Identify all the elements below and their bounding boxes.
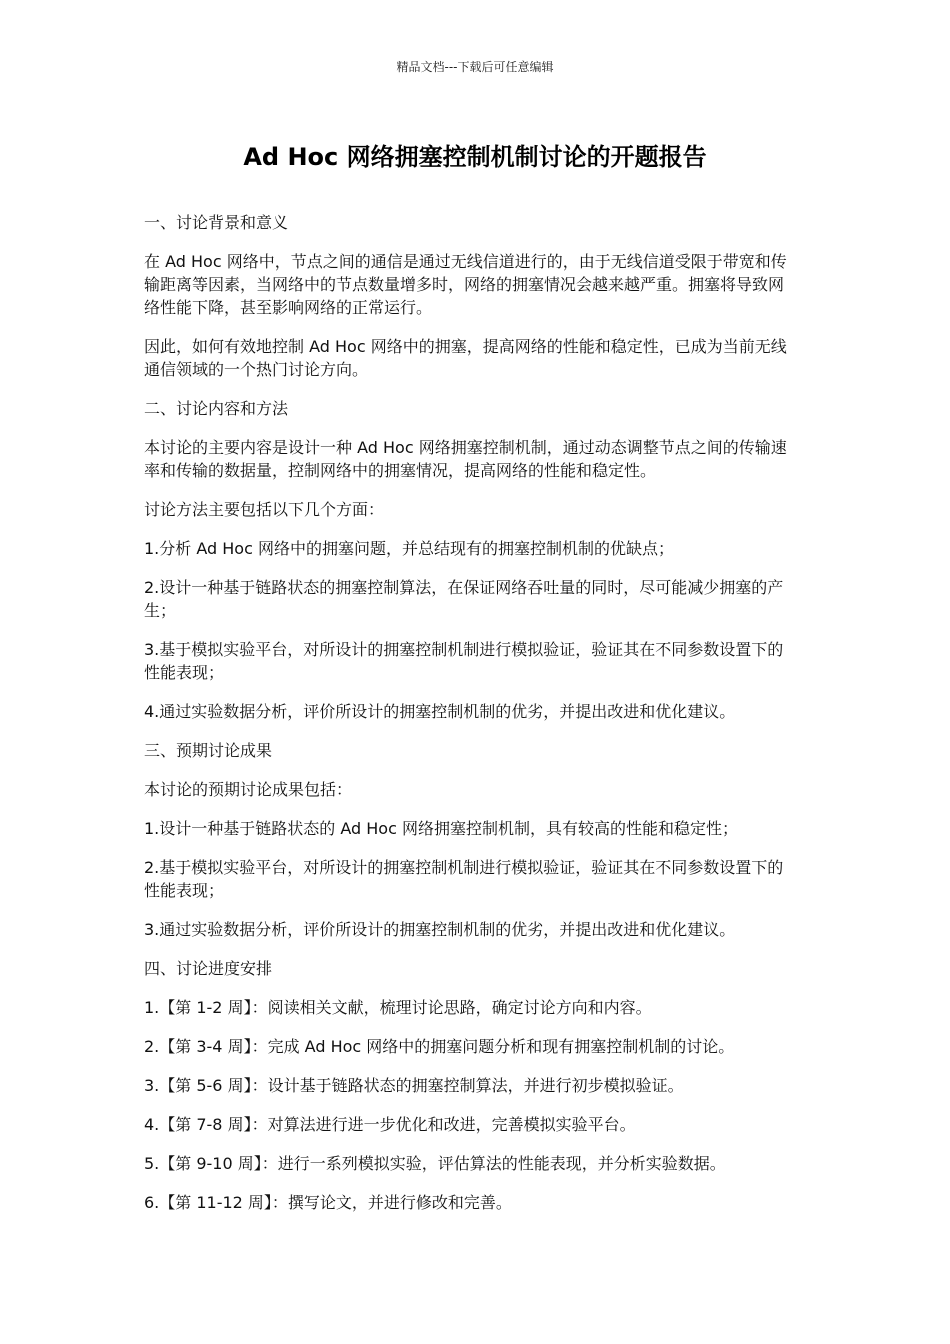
section-heading-schedule: 四、讨论进度安排: [144, 959, 273, 978]
paragraph: 在 Ad Hoc 网络中，节点之间的通信是通过无线信道进行的，由于无线信道受限于带宽和传输距离等因素，当网络中的节点数量增多时，网络的拥塞情况会越来越严重。拥塞将导致网络性能下降，甚至影响网络的正常运行。: [144, 252, 787, 317]
page-header: 精品文档---下载后可任意编辑: [396, 60, 554, 74]
paragraph: 因此，如何有效地控制 Ad Hoc 网络中的拥塞，提高网络的性能和稳定性，已成为当前无线通信领域的一个热门讨论方向。: [144, 337, 787, 379]
document-body: [144, 211, 796, 1230]
list-item: 4.通过实验数据分析，评价所设计的拥塞控制机制的优劣，并提出改进和优化建议。: [144, 702, 736, 721]
list-item: 2.基于模拟实验平台，对所设计的拥塞控制机制进行模拟验证，验证其在不同参数设置下的性能表现；: [144, 858, 784, 900]
schedule-item: 1.【第 1-2 周】：阅读相关文献，梳理讨论思路，确定讨论方向和内容。: [144, 998, 652, 1017]
paragraph: 讨论方法主要包括以下几个方面：: [144, 500, 385, 519]
paragraph: 本讨论的主要内容是设计一种 Ad Hoc 网络拥塞控制机制，通过动态调整节点之间的传输速率和传输的数据量，控制网络中的拥塞情况，提高网络的性能和稳定性。: [144, 438, 787, 480]
section-heading-results: 三、预期讨论成果: [144, 741, 273, 760]
document-title: Ad Hoc 网络拥塞控制机制讨论的开题报告: [243, 143, 707, 171]
list-item: 2.设计一种基于链路状态的拥塞控制算法，在保证网络吞吐量的同时，尽可能减少拥塞的产生；: [144, 578, 784, 620]
schedule-item: 6.【第 11-12 周】：撰写论文，并进行修改和完善。: [144, 1193, 512, 1212]
section-heading-background: 一、讨论背景和意义: [144, 213, 289, 232]
schedule-item: 3.【第 5-6 周】：设计基于链路状态的拥塞控制算法，并进行初步模拟验证。: [144, 1076, 684, 1095]
list-item: 1.设计一种基于链路状态的 Ad Hoc 网络拥塞控制机制，具有较高的性能和稳定性；: [144, 819, 738, 838]
section-heading-content: 二、讨论内容和方法: [144, 399, 289, 418]
list-item: 1.分析 Ad Hoc 网络中的拥塞问题，并总结现有的拥塞控制机制的优缺点；: [144, 539, 674, 558]
schedule-item: 5.【第 9-10 周】：进行一系列模拟实验，评估算法的性能表现，并分析实验数据。: [144, 1154, 726, 1173]
schedule-item: 4.【第 7-8 周】：对算法进行进一步优化和改进，完善模拟实验平台。: [144, 1115, 636, 1134]
schedule-item: 2.【第 3-4 周】：完成 Ad Hoc 网络中的拥塞问题分析和现有拥塞控制机制的讨论。: [144, 1037, 735, 1056]
list-item: 3.基于模拟实验平台，对所设计的拥塞控制机制进行模拟验证，验证其在不同参数设置下的性能表现；: [144, 640, 784, 682]
paragraph: 本讨论的预期讨论成果包括：: [144, 780, 353, 799]
list-item: 3.通过实验数据分析，评价所设计的拥塞控制机制的优劣，并提出改进和优化建议。: [144, 920, 736, 939]
